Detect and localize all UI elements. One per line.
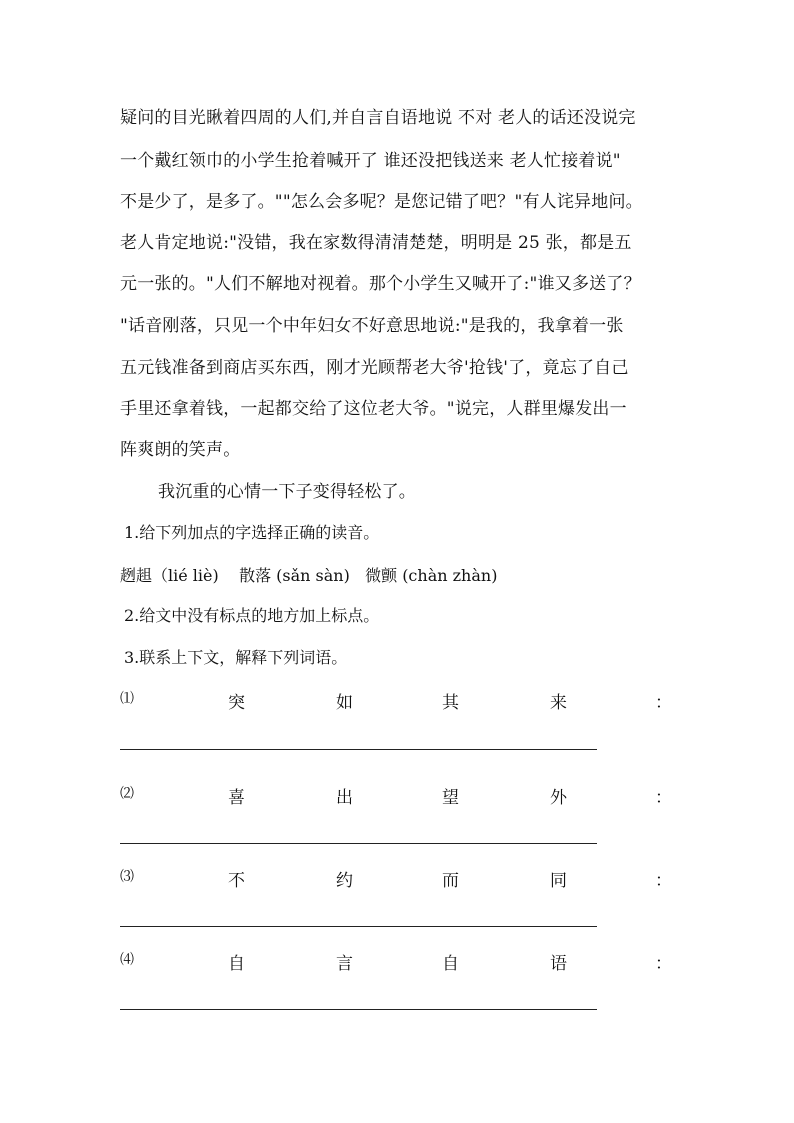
idiom-char: 外 (550, 788, 567, 808)
idiom-char: 喜 (228, 788, 245, 808)
answer-line-1[interactable] (120, 749, 597, 750)
passage-line-2: 一个戴红领巾的小学生抢着喊开了 谁还没把钱送来 老人忙接着说" (120, 151, 621, 171)
idiom-char: 如 (336, 693, 353, 713)
idiom-char: 同 (550, 871, 567, 891)
idiom-colon: ： (655, 954, 672, 974)
idiom-row-4 (120, 949, 680, 973)
idiom-row-1 (120, 688, 680, 712)
passage-line-7: 五元钱准备到商店买东西，刚才光顾帮老大爷'抢钱'了，竟忘了自己 (120, 358, 629, 378)
idiom-char: 来 (550, 693, 567, 713)
closing-sentence: 我沉重的心情一下子变得轻松了。 (158, 482, 416, 502)
idiom-char: 自 (228, 954, 245, 974)
idiom-char: 语 (550, 954, 567, 974)
idiom-colon: ： (655, 871, 672, 891)
idiom-number: ⑵ (120, 786, 134, 802)
passage-line-3: 不是少了，是多了。""怎么会多呢？是您记错了吧？"有人诧异地问。 (120, 192, 643, 212)
question-2: 2.给文中没有标点的地方加上标点。 (124, 606, 380, 625)
passage-line-6: "话音刚落，只见一个中年妇女不好意思地说:"是我的，我拿着一张 (120, 316, 624, 336)
answer-line-2[interactable] (120, 843, 597, 844)
idiom-char: 出 (336, 788, 353, 808)
idiom-char: 突 (228, 693, 245, 713)
idiom-row-2 (120, 783, 680, 807)
passage-line-9: 阵爽朗的笑声。 (120, 440, 241, 460)
idiom-char: 望 (442, 788, 459, 808)
passage-line-4: 老人肯定地说:"没错，我在家数得清清楚楚，明明是 25 张，都是五 (120, 233, 632, 253)
idiom-number: ⑶ (120, 869, 134, 885)
question-1: 1.给下列加点的字选择正确的读音。 (124, 523, 380, 542)
idiom-number: ⑷ (120, 952, 134, 968)
idiom-char: 自 (442, 954, 459, 974)
answer-line-3[interactable] (120, 926, 597, 927)
question-3: 3.联系上下文，解释下列词语。 (124, 648, 348, 667)
passage-line-1: 疑问的目光瞅着四周的人们,并自言自语地说 不对 老人的话还没说完 (120, 108, 636, 128)
passage-line-8: 手里还拿着钱，一起都交给了这位老大爷。"说完，人群里爆发出一 (120, 399, 627, 419)
question-1-options: 趔趄（lié liè) 散落 (sǎn sàn) 微颤 (chàn zhàn) (120, 566, 498, 585)
idiom-char: 不 (228, 871, 245, 891)
idiom-char: 而 (442, 871, 459, 891)
idiom-colon: ： (655, 788, 672, 808)
idiom-char: 约 (336, 871, 353, 891)
passage-line-5: 元一张的。"人们不解地对视着。那个小学生又喊开了:"谁又多送了？ (120, 274, 641, 294)
idiom-row-3 (120, 866, 680, 890)
idiom-char: 其 (442, 693, 459, 713)
idiom-number: ⑴ (120, 691, 134, 707)
answer-line-4[interactable] (120, 1009, 597, 1010)
idiom-char: 言 (336, 954, 353, 974)
idiom-colon: ： (655, 693, 672, 713)
